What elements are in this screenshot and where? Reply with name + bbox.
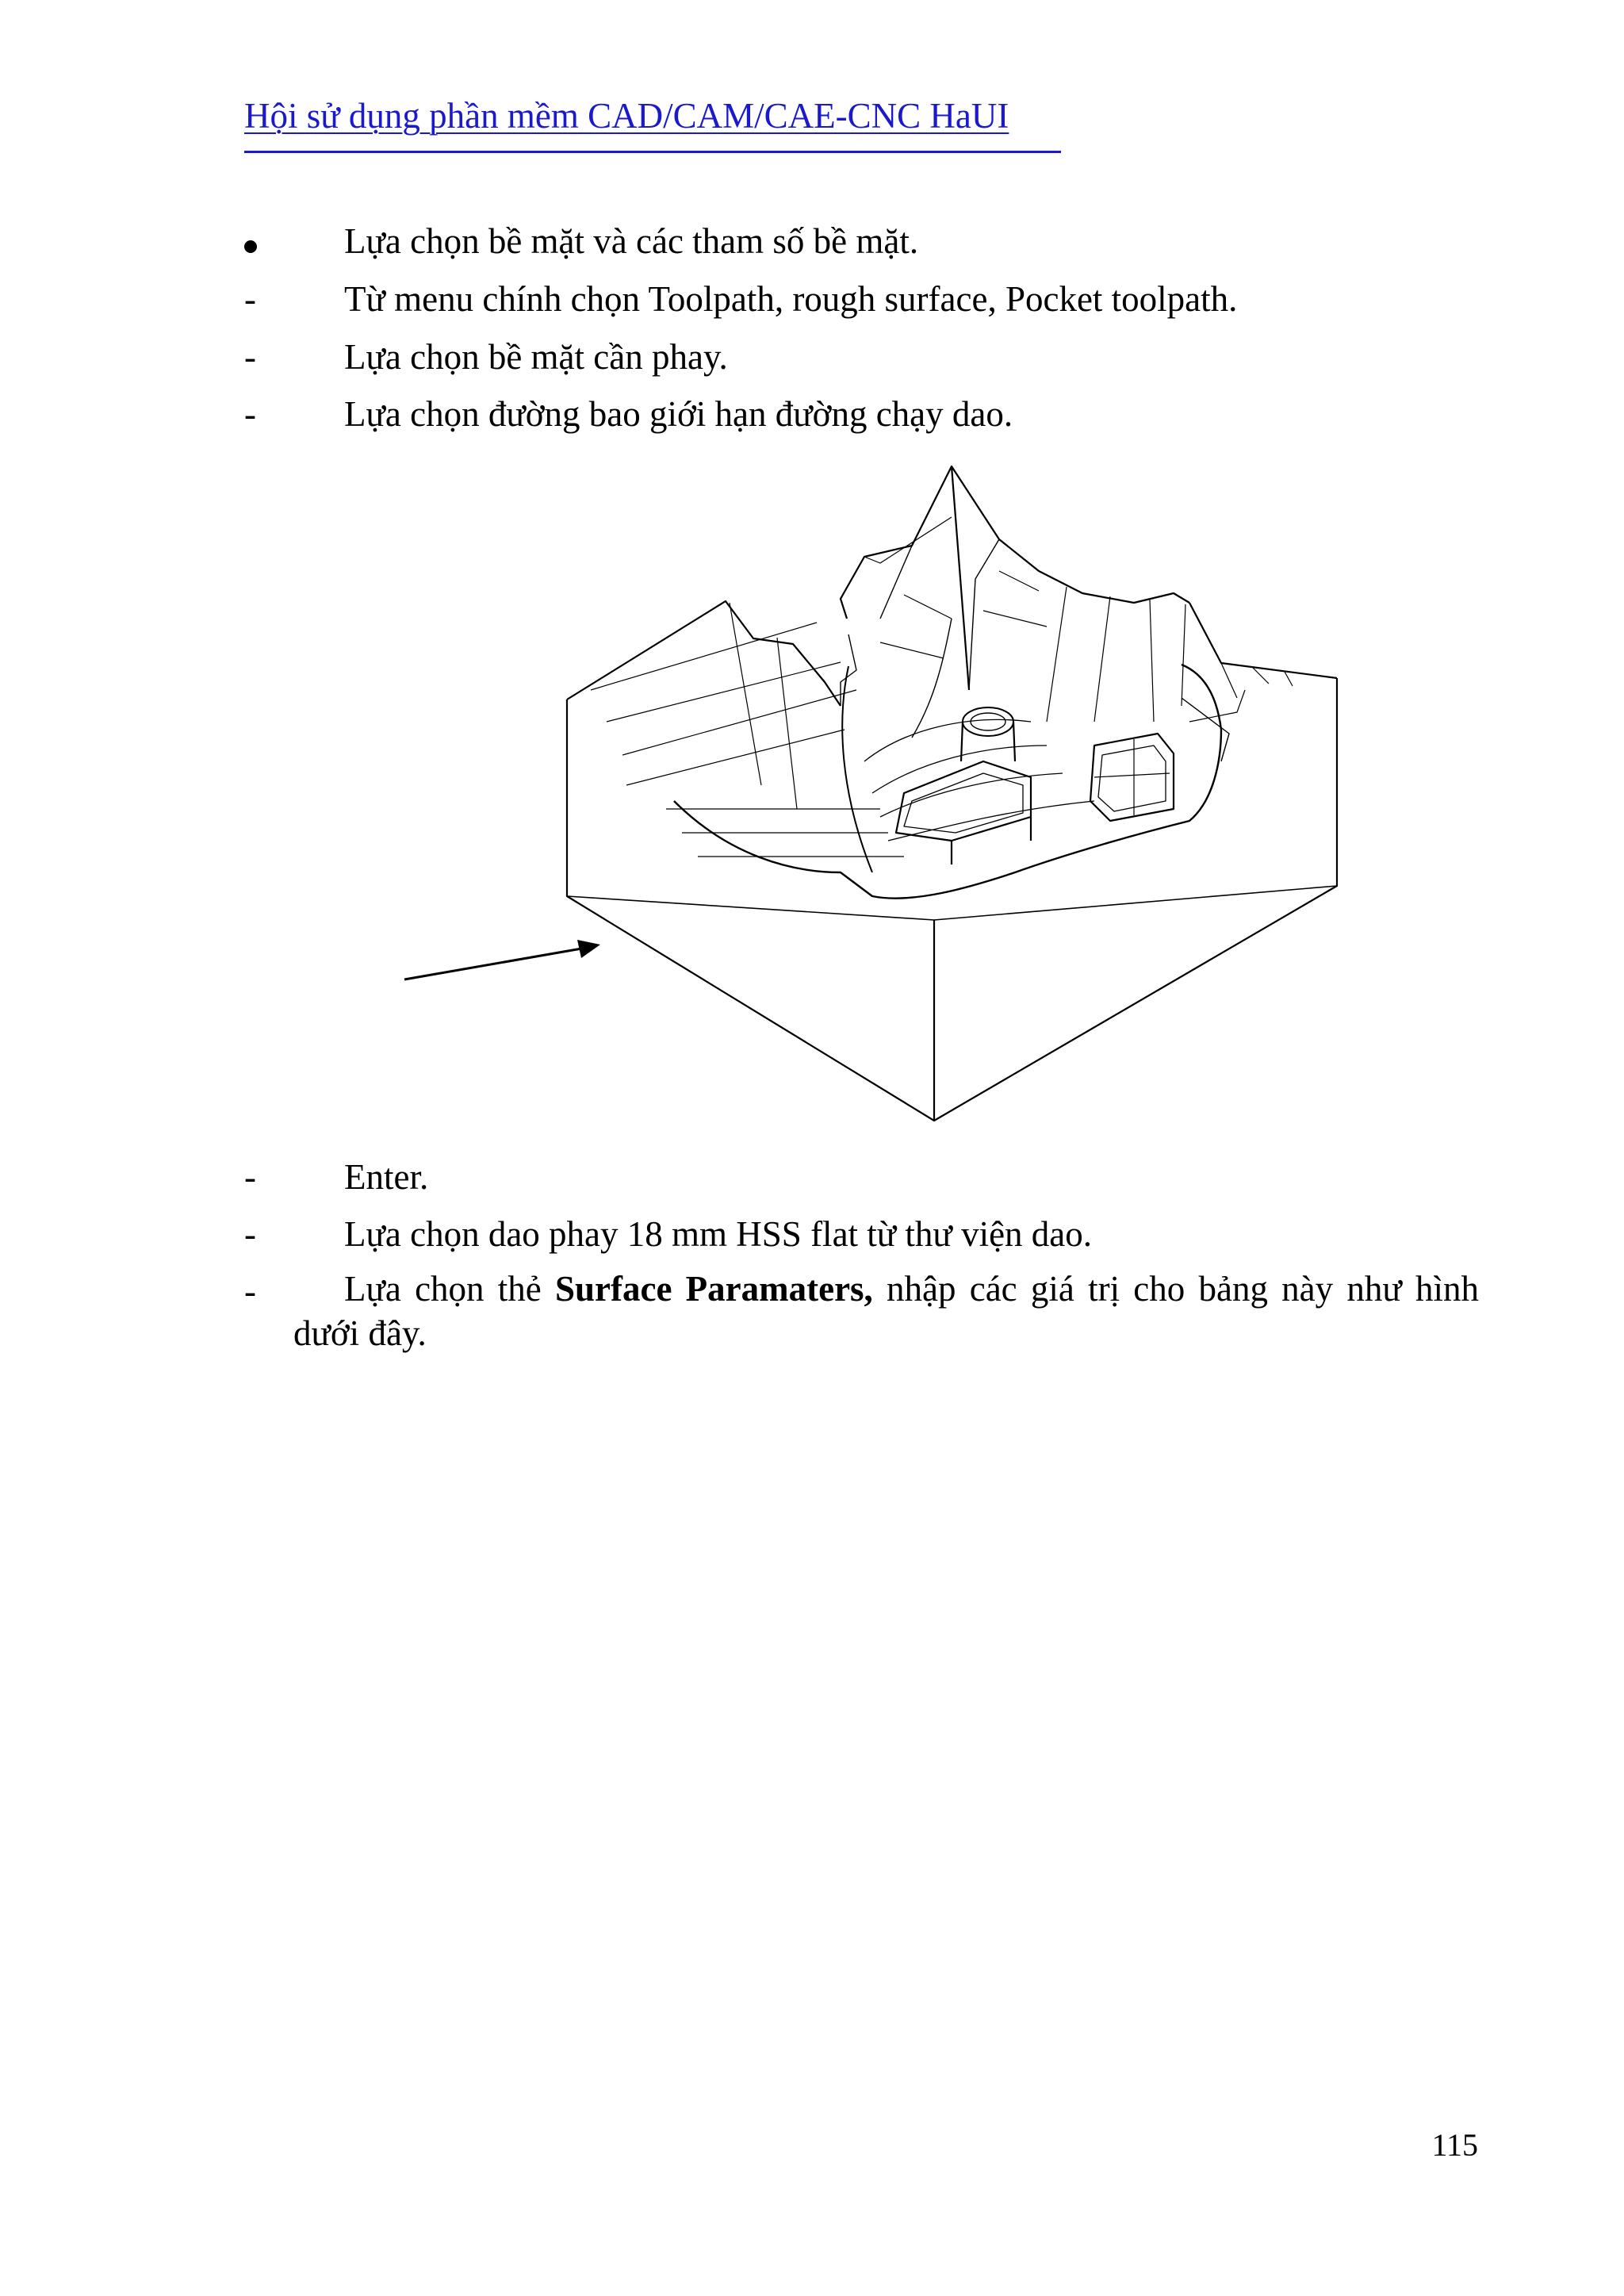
list-item-text: Enter.	[344, 1157, 429, 1197]
surface-parameters-term: Surface Paramaters,	[554, 1269, 873, 1309]
list-item-text: Lựa chọn bề mặt cần phay.	[344, 337, 728, 377]
page-number: 115	[1431, 2127, 1478, 2163]
last-item-suffix: nhập các giá trị cho bảng này như hình dưới đây.	[293, 1269, 1479, 1353]
list-item-text: Lựa chọn dao phay 18 mm HSS flat từ thư viện dao.	[344, 1214, 1093, 1254]
page-header	[244, 94, 1061, 138]
last-item-paragraph	[293, 1267, 1479, 1355]
header-title: Hội sử dụng phần mềm CAD/CAM/CAE-CNC HaUI	[244, 96, 1009, 136]
dash-marker: -	[244, 394, 256, 434]
list-item-text: Lựa chọn bề mặt và các tham số bề mặt.	[344, 221, 919, 261]
dash-marker: -	[244, 1271, 256, 1311]
header-divider	[244, 151, 1061, 153]
bullet-icon	[244, 220, 276, 263]
dash-marker: -	[244, 1214, 256, 1254]
list-item-text: Lựa chọn đường bao giới hạn đường chạy dao.	[344, 394, 1013, 434]
dash-marker: -	[244, 1157, 256, 1197]
last-item-prefix: Lựa chọn thẻ	[344, 1269, 555, 1309]
dash-marker: -	[244, 337, 256, 377]
dash-marker: -	[244, 279, 256, 319]
arrow-pointer-icon	[404, 940, 600, 979]
list-item-text: Từ menu chính chọn Toolpath, rough surface, Pocket toolpath.	[344, 279, 1238, 319]
wireframe-mold-figure	[396, 460, 1348, 1126]
